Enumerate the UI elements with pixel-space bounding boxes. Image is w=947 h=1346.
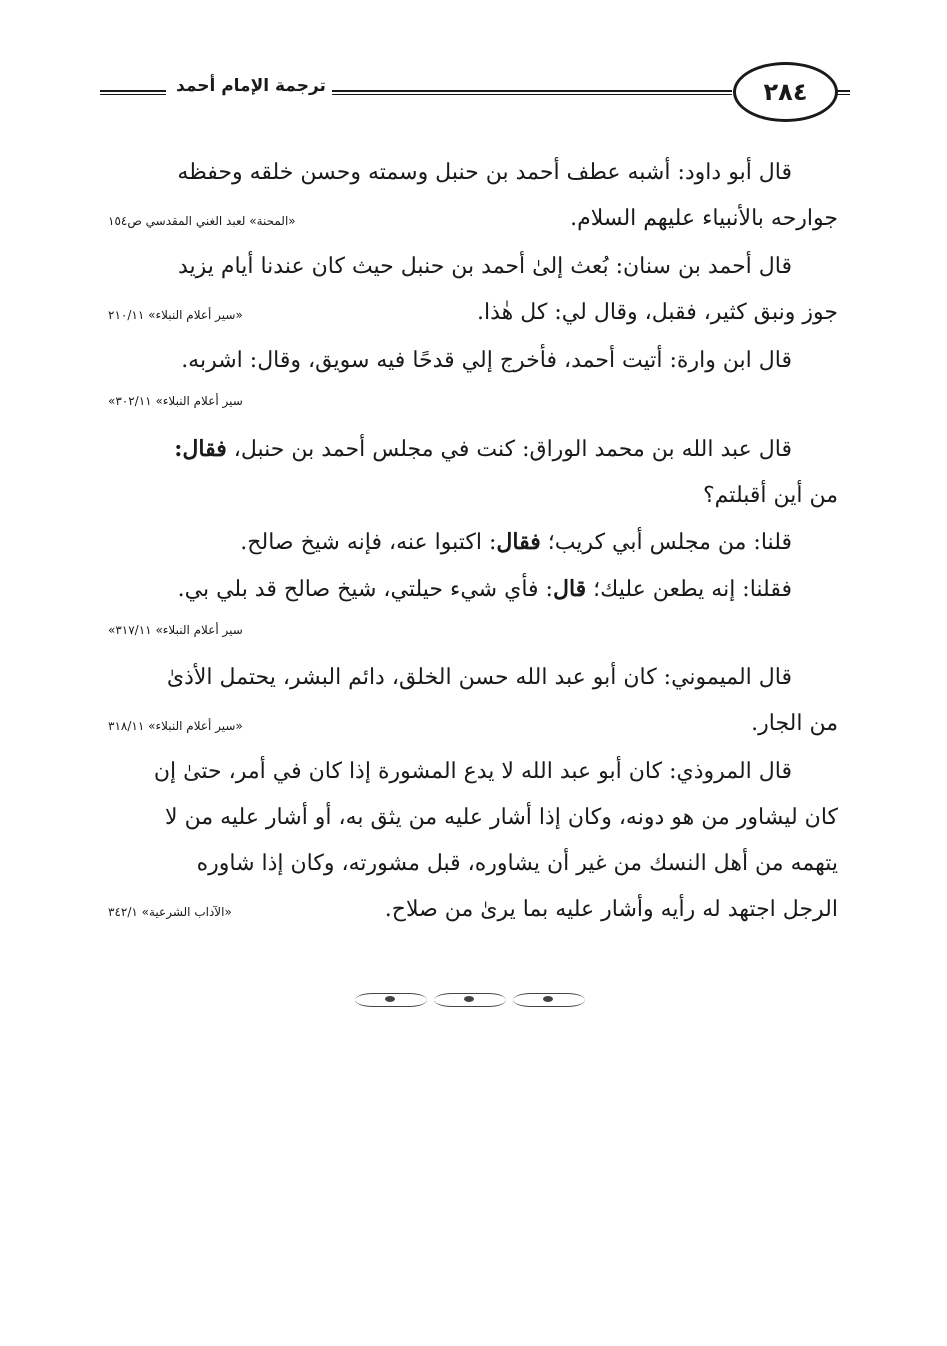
spacer — [108, 645, 838, 655]
entry-al-warraq — [108, 426, 838, 645]
entry-line — [108, 566, 838, 613]
entry-al-marrudhi — [108, 749, 838, 935]
source-citation: «سير أعلام النبلاء» ٢١٠/١١ — [108, 308, 243, 322]
header-rule-middle — [332, 90, 732, 95]
text-run: : فأي شيء حيلتي، شيخ صالح قد بلي بي. — [177, 577, 553, 602]
entry-line-with-source — [108, 887, 838, 935]
ornament-flourish — [355, 993, 427, 1007]
entry-line-with-source — [108, 196, 838, 244]
source-citation: «المحنة» لعبد الغني المقدسي ص١٥٤ — [108, 214, 296, 228]
page-header — [100, 60, 840, 130]
ornament-flourish — [513, 993, 585, 1007]
text-run: : — [174, 436, 183, 462]
bold-word: فقال — [496, 529, 541, 555]
text-run: : اكتبوا عنه، فإنه شيخ صالح. — [240, 530, 497, 555]
entry-line: قال المروذي: كان أبو عبد الله لا يدع المشورة إذا كان في أمر، حتىٰ إن — [153, 759, 792, 784]
entry-line — [108, 519, 838, 566]
running-title: ترجمة الإمام أحمد — [170, 76, 332, 96]
ornament-flourish — [434, 993, 506, 1007]
source-citation: «الآداب الشرعية» ٣٤٢/١ — [108, 905, 232, 919]
entry-line: من الجار. — [751, 711, 838, 736]
entry-al-maymuni — [108, 655, 838, 749]
entry-line: قال ابن وارة: أتيت أحمد، فأخرج إلي قدحًا فيه سويق، وقال: اشربه. — [181, 348, 792, 373]
page-number-oval — [733, 62, 838, 122]
page-number: ٢٨٤ — [763, 78, 808, 106]
entry-line: جوز ونبق كثير، فقبل، وقال لي: كل هٰذا. — [477, 300, 838, 325]
text-run: قلنا: من مجلس أبي كريب؛ — [540, 530, 792, 555]
source-line — [108, 384, 838, 416]
entry-abu-dawud — [108, 150, 838, 244]
entry-line: قال أحمد بن سنان: بُعث إلىٰ أحمد بن حنبل حيث كان عندنا أيام يزيد — [178, 254, 792, 279]
entry-line — [108, 426, 838, 473]
entry-line: الرجل اجتهد له رأيه وأشار عليه بما يرىٰ من صلاح. — [384, 897, 838, 922]
page-body — [108, 150, 838, 935]
bold-word: قال — [552, 576, 587, 602]
entry-line: جوارحه بالأنبياء عليهم السلام. — [570, 206, 838, 231]
section-end-ornament — [355, 990, 585, 1010]
entry-line: يتهمه من أهل النسك من غير أن يشاوره، قبل مشورته، وكان إذا شاوره — [196, 851, 838, 876]
source-citation: «سير أعلام النبلاء» ٣١٨/١١ — [108, 719, 243, 733]
text-run: فقلنا: إنه يطعن عليك؛ — [586, 577, 792, 602]
source-citation: «سير أعلام النبلاء» ٣٠٢/١١ — [108, 394, 243, 408]
entry-line: من أين أقبلتم؟ — [702, 483, 838, 508]
source-citation: «سير أعلام النبلاء» ٣١٧/١١ — [108, 623, 243, 637]
source-line — [108, 613, 838, 645]
entry-ibn-wara — [108, 338, 838, 416]
entry-line: قال الميموني: كان أبو عبد الله حسن الخلق، دائم البشر، يحتمل الأذىٰ — [166, 665, 792, 690]
entry-line-with-source — [108, 701, 838, 749]
entry-line: قال أبو داود: أشبه عطف أحمد بن حنبل وسمته وحسن خلقه وحفظه — [177, 160, 792, 185]
entry-line: كان ليشاور من هو دونه، وكان إذا أشار عليه من يثق به، أو أشار عليه من لا — [165, 805, 838, 830]
entry-line-with-source — [108, 290, 838, 338]
spacer — [108, 416, 838, 426]
entry-ahmad-ibn-sinan — [108, 244, 838, 338]
bold-word: فقال — [182, 436, 227, 462]
text-run: قال عبد الله بن محمد الوراق: كنت في مجلس أحمد بن حنبل، — [226, 437, 792, 462]
header-rule-left — [100, 90, 166, 95]
